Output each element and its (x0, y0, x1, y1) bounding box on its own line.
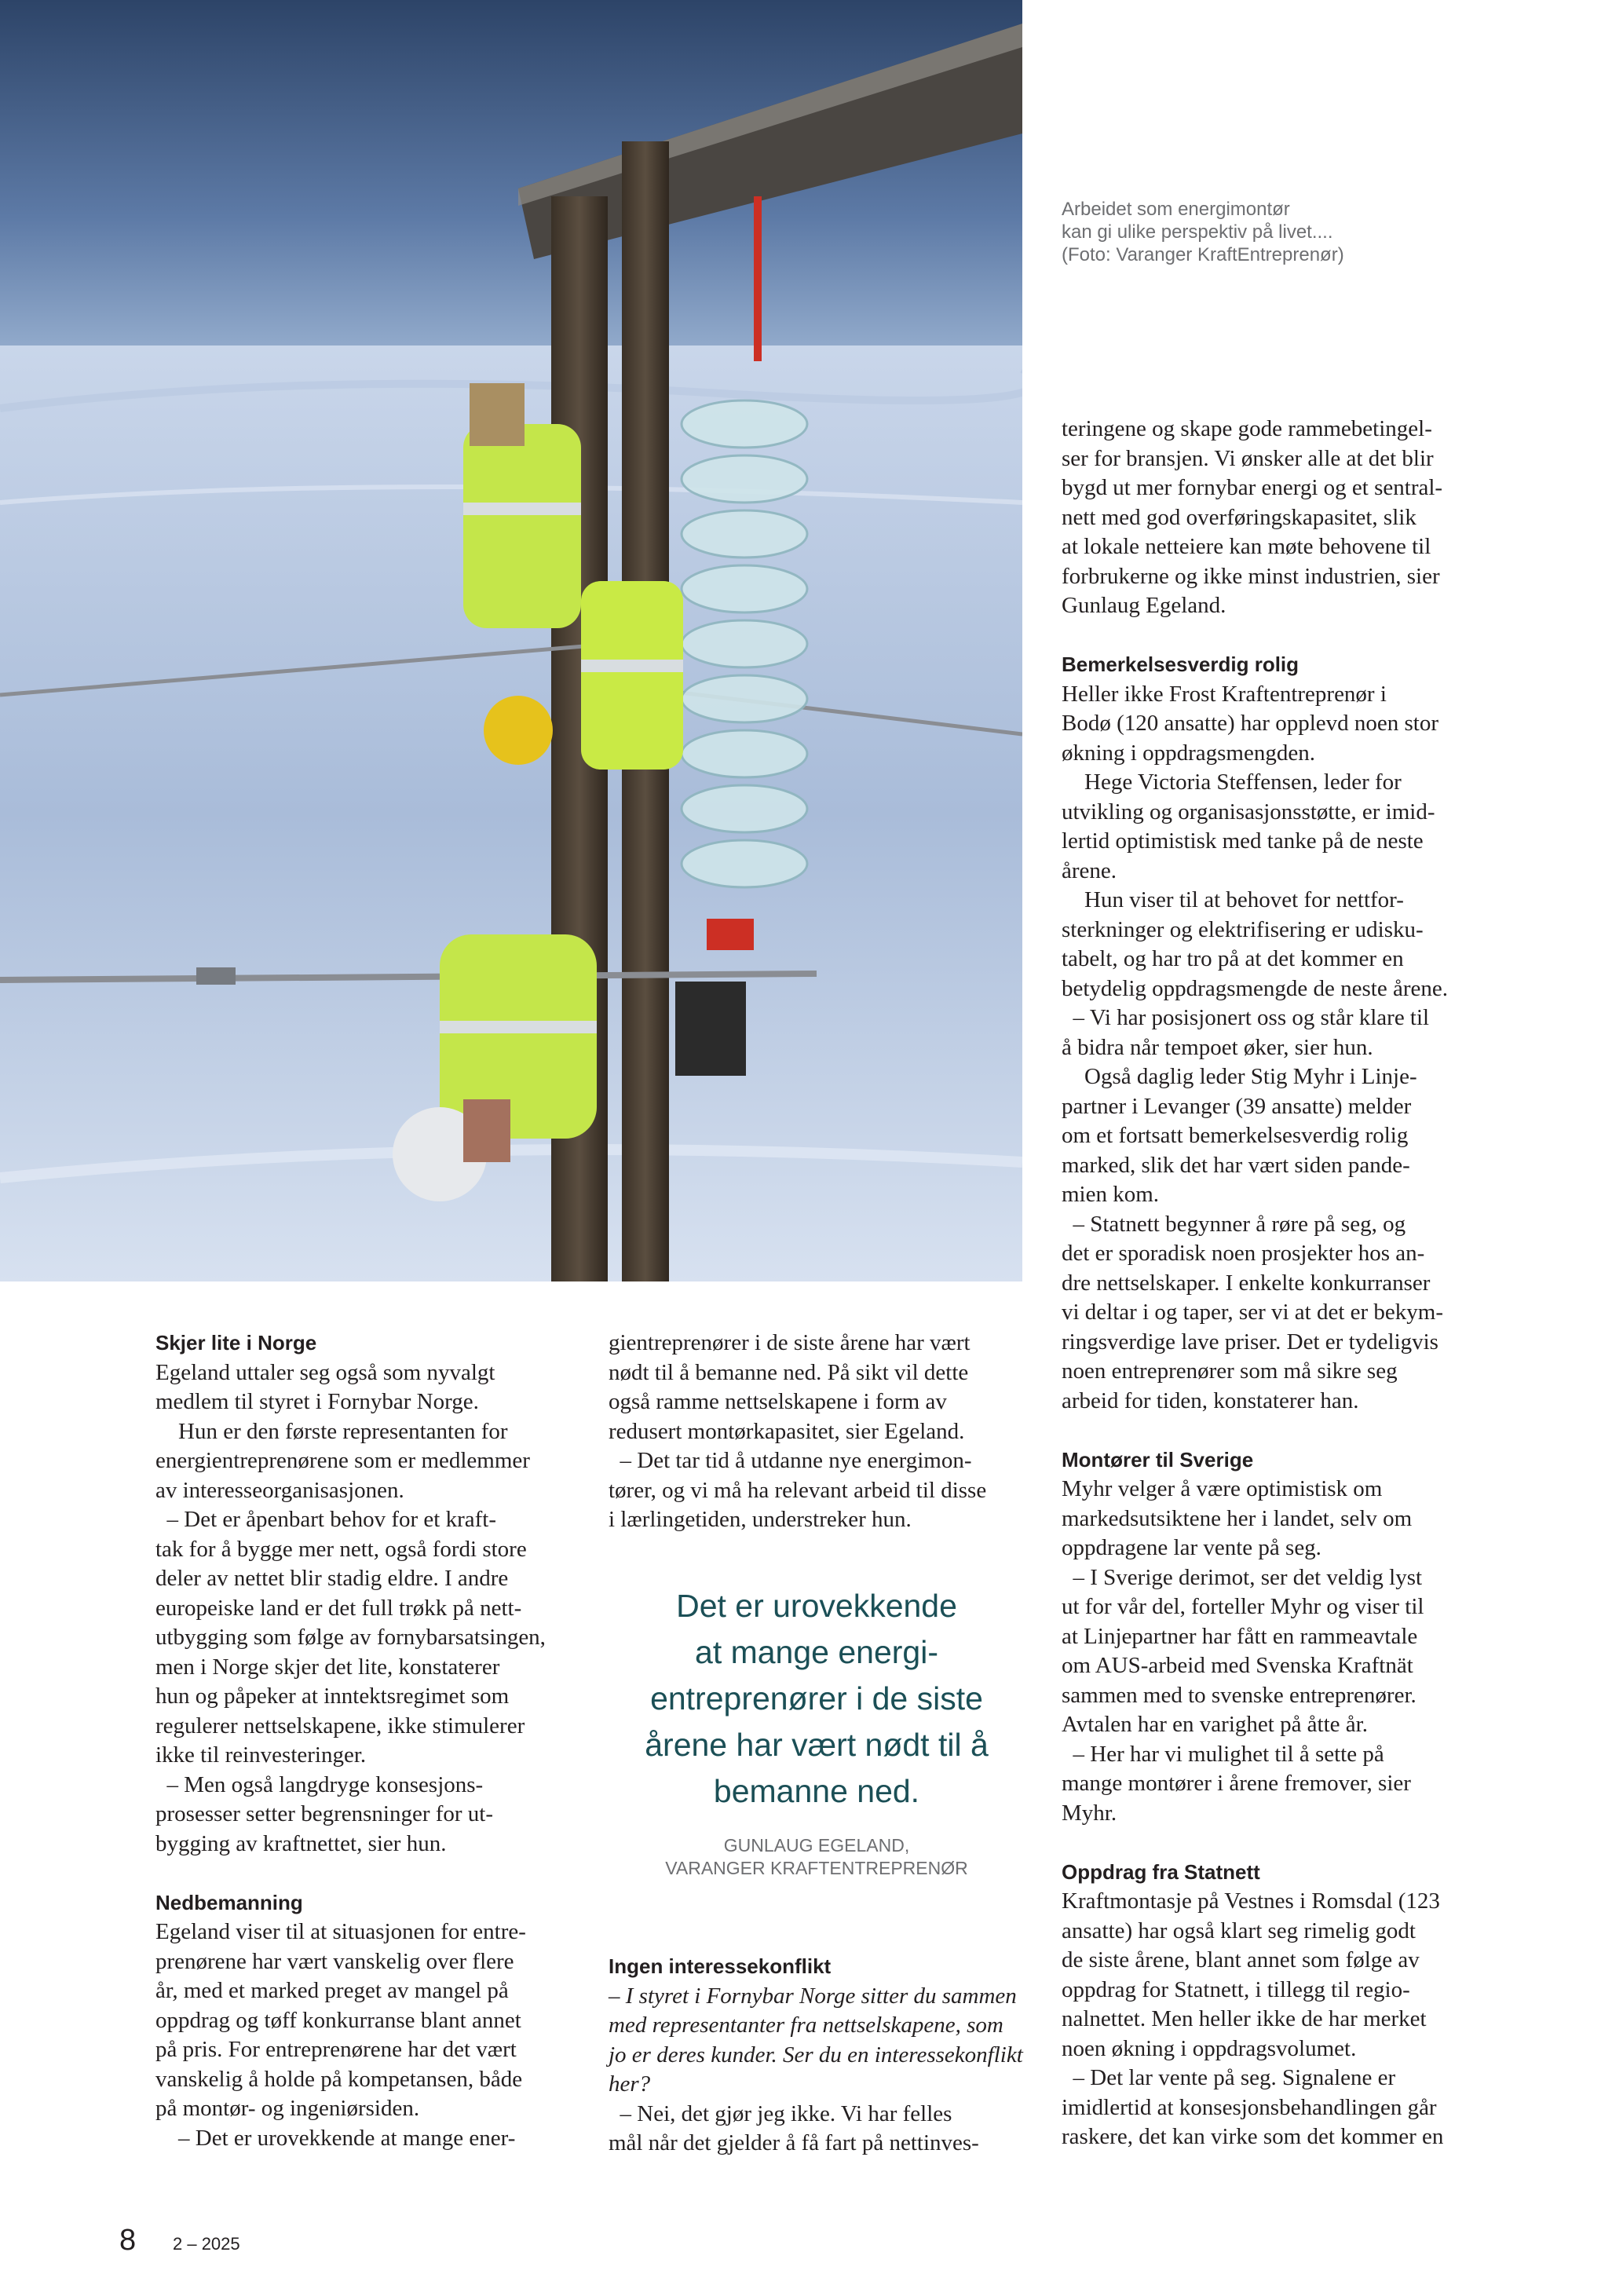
body-line: mien kom. (1062, 1182, 1160, 1207)
body-line: Egeland uttaler seg også som nyvalgt (155, 1359, 495, 1385)
body-line: ser for bransjen. Vi ønsker alle at det blir (1062, 445, 1434, 471)
page-number: 8 (119, 2224, 137, 2257)
body-line: år, med et marked preget av mangel på (155, 1978, 509, 2003)
pull-quote-attribution (609, 1834, 1025, 1880)
pull-quote (609, 1583, 1025, 1815)
body-line: nalnettet. Men heller ikke de har merket (1062, 2006, 1427, 2031)
body-line: – Nei, det gjør jeg ikke. Vi har felles (609, 2100, 952, 2126)
body-line: Bodø (120 ansatte) har opplevd noen stor (1062, 711, 1439, 736)
caption-line: Arbeidet som energimontør (1062, 199, 1290, 220)
body-line: partner i Levanger (39 ansatte) melder (1062, 1093, 1412, 1119)
paragraph-gap (155, 1859, 579, 1888)
section-heading: Ingen interessekonflikt (609, 1954, 832, 1978)
body-line: – Vi har posisjonert oss og står klare til (1062, 1005, 1430, 1030)
section-heading: Bemerkelsesverdig rolig (1062, 653, 1299, 676)
body-line: raskere, det kan virke som det kommer en (1062, 2124, 1444, 2149)
attribution-name: GUNLAUG EGELAND, (723, 1835, 910, 1855)
body-line: noen økning i oppdragsvolumet. (1062, 2035, 1357, 2061)
body-line: Også daglig leder Stig Myhr i Linje- (1062, 1064, 1417, 1089)
body-line: i lærlingetiden, understreker hun. (609, 1507, 912, 1532)
body-line: medlem til styret i Fornybar Norge. (155, 1389, 479, 1414)
body-line: vi deltar i og taper, ser vi at det er bekym- (1062, 1300, 1444, 1325)
body-line: men i Norge skjer det lite, konstaterer (155, 1654, 500, 1680)
body-line: Kraftmontasje på Vestnes i Romsdal (123 (1062, 1888, 1440, 1914)
pull-quote-line: bemanne ned. (713, 1773, 920, 1809)
body-line: – I Sverige derimot, ser det veldig lyst (1062, 1564, 1423, 1590)
body-line: mange montører i årene fremover, sier (1062, 1771, 1411, 1796)
text-column-3 (1062, 415, 1486, 2152)
body-line: Hun er den første representanten for (155, 1418, 508, 1444)
body-line: oppdragene lar vente på seg. (1062, 1535, 1321, 1560)
photo-caption (1062, 198, 1501, 266)
caption-line: (Foto: Varanger KraftEntreprenør) (1062, 244, 1344, 265)
body-line: Heller ikke Frost Kraftentreprenør i (1062, 681, 1387, 707)
body-line: deler av nettet blir stadig eldre. I andre (155, 1566, 509, 1591)
body-line: gientreprenører i de siste årene har vært (609, 1330, 971, 1355)
body-line: Egeland viser til at situasjonen for entre- (155, 1919, 526, 1944)
question-line: med representanter fra nettselskapene, som (609, 2013, 1003, 2038)
lineworker-photo (0, 0, 1022, 1281)
body-line: bygging av kraftnettet, sier hun. (155, 1830, 447, 1856)
paragraph-gap (1062, 1828, 1486, 1858)
section-heading: Montører til Sverige (1062, 1447, 1254, 1472)
body-line: – Det tar tid å utdanne nye energimon- (609, 1448, 972, 1473)
body-line: – Her har vi mulighet til å sette på (1062, 1741, 1384, 1767)
body-line: sammen med to svenske entreprenører. (1062, 1682, 1416, 1708)
text-column-2-bottom (609, 1952, 1025, 2159)
body-line: ikke til reinvesteringer. (155, 1742, 367, 1768)
caption-line: kan gi ulike perspektiv på livet.... (1062, 221, 1333, 243)
body-line: tører, og vi må ha relevant arbeid til disse (609, 1477, 987, 1503)
body-line: arbeid for tiden, konstaterer han. (1062, 1387, 1359, 1413)
body-line: Avtalen har en varighet på åtte år. (1062, 1712, 1368, 1737)
body-line: – Det er urovekkende at mange ener- (155, 2125, 516, 2151)
body-line: å bidra når tempoet øker, sier hun. (1062, 1034, 1373, 1060)
text-column-2-top (609, 1329, 1025, 1535)
body-line: tabelt, og har tro på at det kommer en (1062, 946, 1404, 971)
body-line: utvikling og organisasjonsstøtte, er imid- (1062, 799, 1435, 824)
question-line: – I styret i Fornybar Norge sitter du sammen (609, 1983, 1017, 2009)
body-line: oppdrag for Statnett, i tillegg til regio- (1062, 1976, 1410, 2002)
body-line: også ramme nettselskapene i form av (609, 1389, 947, 1414)
issue-label: 2 – 2025 (173, 2234, 240, 2254)
body-line: vanskelig å holde på kompetansen, både (155, 2066, 523, 2092)
body-line: forbrukerne og ikke minst industrien, sier (1062, 563, 1440, 589)
body-line: mål når det gjelder å få fart på nettinves- (609, 2130, 979, 2155)
body-line: hun og påpeker at inntektsregimet som (155, 1684, 510, 1709)
body-line: betydelig oppdragsmengde de neste årene. (1062, 975, 1449, 1001)
body-line: ansatte) har også klart seg rimelig godt (1062, 1918, 1416, 1943)
body-line: regulerer nettselskapene, ikke stimulerer (155, 1713, 525, 1738)
body-line: det er sporadisk noen prosjekter hos an- (1062, 1241, 1425, 1266)
body-line: prosesser setter begrensninger for ut- (155, 1801, 494, 1826)
body-line: – Det lar vente på seg. Signalene er (1062, 2065, 1396, 2090)
question-line: jo er deres kunder. Ser du en interessekonflikt (609, 2042, 1023, 2067)
paragraph-gap (1062, 621, 1486, 651)
body-line: Hun viser til at behovet for nettfor- (1062, 887, 1404, 912)
body-line: noen entreprenører som må sikre seg (1062, 1358, 1398, 1384)
body-line: marked, slik det har vært siden pande- (1062, 1152, 1410, 1178)
body-line: – Det er åpenbart behov for et kraft- (155, 1507, 496, 1532)
section-heading: Oppdrag fra Statnett (1062, 1859, 1260, 1884)
body-line: Hege Victoria Steffensen, leder for (1062, 770, 1402, 795)
body-line: tak for å bygge mer nett, også fordi store (155, 1536, 527, 1562)
body-line: markedsutsiktene her i landet, selv om (1062, 1505, 1413, 1531)
section-heading: Skjer lite i Norge (155, 1331, 317, 1355)
body-line: Myhr velger å være optimistisk om (1062, 1476, 1383, 1501)
body-line: oppdrag og tøff konkurranse blant annet (155, 2007, 521, 2033)
question-line: her? (609, 2071, 651, 2097)
body-line: sterkninger og elektrifisering er udisku- (1062, 916, 1424, 942)
body-line: av interesseorganisasjonen. (155, 1477, 404, 1503)
pull-quote-line: entreprenører i de siste (650, 1680, 983, 1717)
text-column-1 (155, 1329, 579, 2153)
body-line: europeiske land er det full trøkk på nett- (155, 1595, 522, 1621)
body-line: på montør- og ingeniørsiden. (155, 2096, 420, 2121)
pull-quote-line: at mange energi- (695, 1634, 938, 1670)
body-line: prenørene har vært vanskelig over flere (155, 1948, 514, 1974)
body-line: på pris. For entreprenørene har det vært (155, 2037, 517, 2062)
section-heading: Nedbemanning (155, 1890, 303, 1914)
body-line: Myhr. (1062, 1800, 1117, 1826)
pull-quote-line: årene har vært nødt til å (645, 1727, 989, 1763)
body-line: årene. (1062, 857, 1117, 883)
body-line: bygd ut mer fornybar energi og et sentral- (1062, 475, 1443, 500)
body-line: redusert montørkapasitet, sier Egeland. (609, 1418, 965, 1444)
hero-photo (0, 0, 1022, 1281)
body-line: de siste årene, blant annet som følge av (1062, 1947, 1420, 1972)
body-line: om AUS-arbeid med Svenska Kraftnät (1062, 1653, 1413, 1678)
body-line: økning i oppdragsmengden. (1062, 740, 1315, 766)
body-line: at Linjepartner har fått en rammeavtale (1062, 1623, 1418, 1649)
body-line: dre nettselskaper. I enkelte konkurranser (1062, 1270, 1431, 1296)
body-line: nødt til å bemanne ned. På sikt vil dette (609, 1359, 969, 1385)
body-line: – Statnett begynner å røre på seg, og (1062, 1211, 1406, 1237)
body-line: utbygging som følge av fornybarsatsingen, (155, 1625, 546, 1650)
paragraph-gap (1062, 1416, 1486, 1446)
body-line: teringene og skape gode rammebetingel- (1062, 416, 1432, 441)
body-line: at lokale netteiere kan møte behovene til (1062, 534, 1431, 559)
body-line: om et fortsatt bemerkelsesverdig rolig (1062, 1123, 1409, 1148)
body-line: Gunlaug Egeland. (1062, 593, 1226, 618)
body-line: lertid optimistisk med tanke på de neste (1062, 828, 1424, 854)
body-line: energientreprenørene som er medlemmer (155, 1448, 530, 1473)
body-line: ringsverdige lave priser. Det er tydeligvis (1062, 1329, 1438, 1355)
pull-quote-line: Det er urovekkende (676, 1588, 957, 1624)
body-line: imidlertid at konsesjonsbehandlingen går (1062, 2094, 1437, 2120)
body-line: nett med god overføringskapasitet, slik (1062, 504, 1416, 530)
attribution-company: VARANGER KRAFTENTREPRENØR (665, 1858, 968, 1878)
body-line: ut for vår del, forteller Myhr og viser til (1062, 1594, 1424, 1619)
body-line: – Men også langdryge konsesjons- (155, 1771, 484, 1797)
